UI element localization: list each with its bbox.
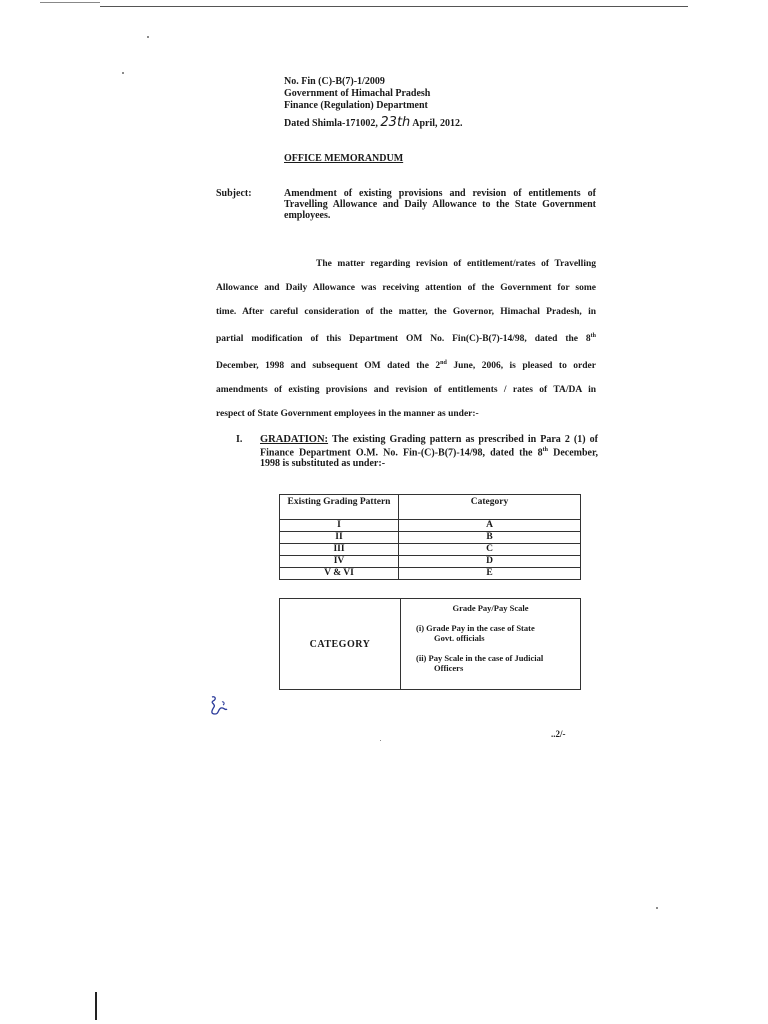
table-cell: B <box>399 532 581 544</box>
section-text-b: December, 1998 is substituted as under:- <box>260 447 598 470</box>
body-line <box>216 351 596 378</box>
table-cell: A <box>399 520 581 532</box>
table-cell: III <box>280 544 399 556</box>
date-handwritten: 23th <box>380 115 411 130</box>
table-cell: II <box>280 532 399 544</box>
scan-speck <box>656 907 658 909</box>
option-1-line-b: Govt. officials <box>434 633 485 643</box>
date-suffix: April, 2012. <box>412 118 463 129</box>
table-header-row <box>280 495 581 520</box>
section-text-a: The existing Grading pattern as prescribed in Para 2 (1) of Finance Department O.M. No. Fin-(C)-B(7)-14/98, dated the 8 <box>260 434 598 459</box>
column-header: Existing Grading Pattern <box>280 495 399 520</box>
table-row <box>280 532 581 544</box>
table-cell: I <box>280 520 399 532</box>
department-name: Finance (Regulation) Department <box>284 100 428 111</box>
option-1-line-a: (i) Grade Pay in the case of State <box>416 623 535 633</box>
grade-pay-title: Grade Pay/Pay Scale <box>452 603 529 613</box>
government-name: Government of Himachal Pradesh <box>284 88 431 99</box>
option-1 <box>416 623 573 643</box>
body-line <box>216 324 596 351</box>
section-number: I. <box>236 434 243 445</box>
top-scan-border-left <box>40 2 100 3</box>
letter-header <box>284 76 430 112</box>
table-cell: IV <box>280 556 399 568</box>
column-header: Category <box>399 495 581 520</box>
body-line: The matter regarding revision of entitlement/rates of Travelling <box>316 259 596 269</box>
body-paragraph <box>216 252 596 426</box>
date-line <box>284 115 463 130</box>
option-2 <box>416 653 573 673</box>
handwritten-initials-icon <box>206 694 230 718</box>
reference-number: No. Fin (C)-B(7)-1/2009 <box>284 76 385 87</box>
superscript: th <box>590 333 596 339</box>
table-row <box>280 556 581 568</box>
section-heading: GRADATION: <box>260 434 329 445</box>
body-line-text: June, 2006, is pleased to order <box>446 361 596 372</box>
category-label: CATEGORY <box>280 599 401 690</box>
grading-table <box>279 494 581 580</box>
body-line: respect of State Government employees in the manner as under:- <box>216 409 479 420</box>
option-2-line-a: (ii) Pay Scale in the case of Judicial <box>416 653 544 663</box>
body-line: amendments of existing provisions and revision of entitlements / rates of TA/DA in <box>216 385 596 396</box>
scan-edge-mark <box>95 992 97 1020</box>
scan-speck <box>147 36 149 38</box>
table-cell: V & VI <box>280 568 399 580</box>
grade-pay-cell <box>401 599 581 690</box>
table-row <box>280 520 581 532</box>
subject-text: Amendment of existing provisions and revision of entitlements of Travelling Allowance and Daily Allowance to the State Government employees. <box>284 188 596 221</box>
scan-speck <box>122 72 124 74</box>
superscript: nd <box>440 360 447 367</box>
table-row <box>280 544 581 556</box>
top-scan-border <box>100 6 688 7</box>
section-text <box>260 434 598 469</box>
table-cell: D <box>399 556 581 568</box>
page-continuation: ..2/- <box>551 729 566 739</box>
superscript: th <box>542 447 548 453</box>
body-line: Allowance and Daily Allowance was receiving attention of the Government for some <box>216 283 596 293</box>
table-row <box>280 599 581 690</box>
subject-label: Subject: <box>216 188 252 199</box>
table-cell: E <box>399 568 581 580</box>
body-line: time. After careful consideration of the matter, the Governor, Himachal Pradesh, in <box>216 307 596 317</box>
table-row <box>280 568 581 580</box>
body-line-text: partial modification of this Department OM No. Fin(C)-B(7)-14/98, dated the 8 <box>216 334 591 345</box>
body-line-text: December, 1998 and subsequent OM dated the 2 <box>216 361 441 372</box>
table-cell: C <box>399 544 581 556</box>
category-table <box>279 598 581 690</box>
scan-speck <box>380 740 381 741</box>
option-2-line-b: Officers <box>434 663 464 673</box>
memo-title: OFFICE MEMORANDUM <box>284 153 404 164</box>
date-prefix: Dated Shimla-171002, <box>284 118 378 129</box>
